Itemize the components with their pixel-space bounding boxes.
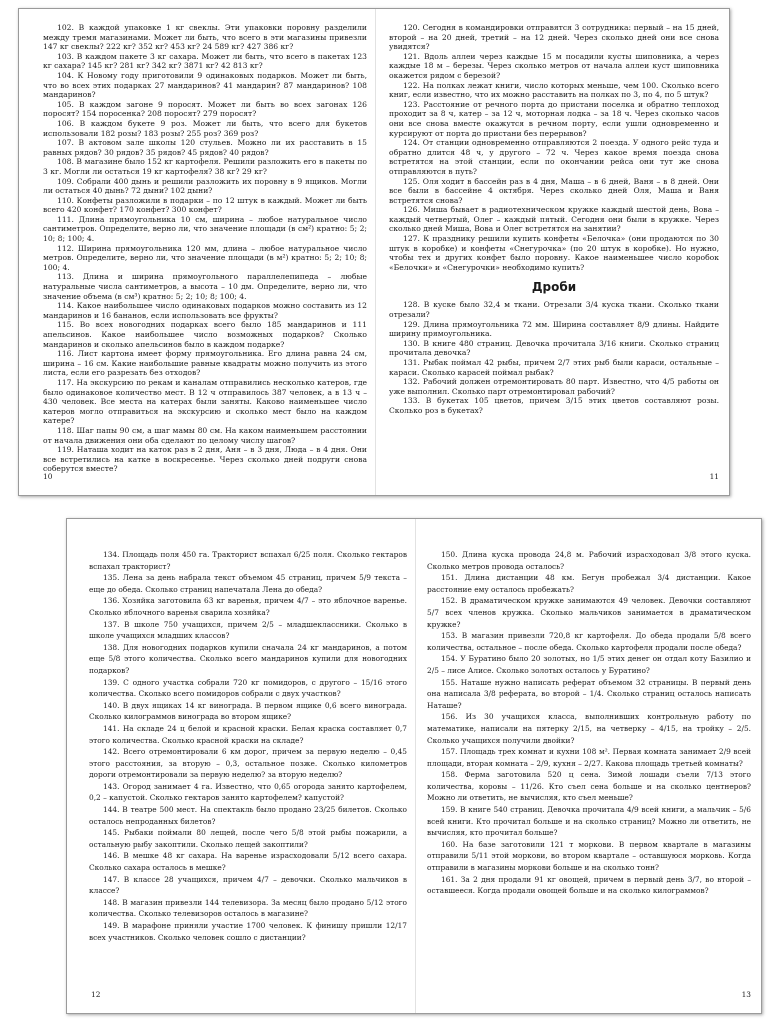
problem-text: 104. К Новому году приготовили 9 одинаковых подарков. Может ли быть, что во всех этих подарках 27 мандаринов? 41 мандарин? 87 мандаринов? 108 мандаринов?	[43, 70, 367, 100]
problem-text: 120. Сегодня в командировки отправятся 3 сотрудника: первый – на 15 дней, второй – на 20 дней, третий – на 12 дней. Через сколько дней они все снова увидятся?	[389, 23, 719, 52]
page-number: 13	[741, 990, 751, 999]
problem-text: 148. В магазин привезли 144 телевизора. За месяц было продано 5/12 этого количества. Сколько телевизоров осталось в магазине?	[89, 897, 407, 919]
problem-text: 139. С одного участка собрали 720 кг помидоров, с другого – 15/16 этого количества. Сколько всего помидоров собрали с двух участков?	[89, 677, 407, 699]
problem-text: 153. В магазин привезли 720,8 кг картофеля. До обеда продали 5/8 всего количества, остальное – после обеда. Сколько картофеля продали после обеда?	[427, 631, 751, 652]
problem-text: 109. Собрали 400 дынь и решили разложить их поровну в 9 ящиков. Могли ли остаться 40 дынь? 72 дыни? 102 дыни?	[43, 176, 367, 196]
problem-text: 128. В куске было 32,4 м ткани. Отрезали 3/4 куска ткани. Сколько ткани отрезали?	[389, 300, 719, 320]
problem-text: 149. В марафоне приняли участие 1700 человек. К финишу пришли 12/17 всех участников. Сколько человек сошло с дистанции?	[89, 921, 407, 942]
problem-text: 121. Вдоль аллеи через каждые 15 м посадили кусты шиповника, а через каждые 18 м – березы. Через сколько метров от начала аллеи куст шиповника окажется рядом с березой?	[389, 51, 719, 80]
problem-text: 146. В мешке 48 кг сахара. На варенье израсходовали 5/12 всего сахара. Сколько сахара осталось в мешке?	[89, 851, 407, 873]
page-number: 12	[91, 990, 101, 999]
problem-list	[427, 549, 751, 897]
problem-text: 132. Рабочий должен отремонтировать 80 парт. Известно, что 4/5 работы он уже выполнил. Сколько парт отремонтировал рабочий?	[389, 377, 719, 396]
problem-text: 116. Лист картона имеет форму прямоугольника. Его длина равна 24 см, ширина – 16 см. Какие наибольшие равные квадраты можно получить из этого листа, если его разрезать без отходов?	[43, 349, 367, 378]
problem-text: 123. Расстояние от речного порта до пристани поселка и обратно теплоход проходит за 8 ч, катер – за 12 ч, моторная лодка – за 18 ч. Через сколько часов они все снова вместе окажутся в речном порту, если ушли одновременно и курсируют от порта до пристани без перерывов?	[389, 99, 719, 138]
problem-text: 131. Рыбак поймал 42 рыбы, причем 2/7 этих рыб были караси, остальные – караси. Сколько карасей поймал рыбак?	[389, 358, 719, 377]
problem-text: 114. Какое наибольшее число одинаковых подарков можно составить из 12 мандаринов и 16 бананов, если использовать все фрукты?	[43, 301, 367, 320]
problem-text: 156. Из 30 учащихся класса, выполнивших контрольную работу по математике, написали на пятерку 2/15, на четверку – 4/15, на тройку – 2/5. Сколько учащихся получили двойки?	[427, 712, 751, 745]
problem-text: 118. Шаг папы 90 см, а шаг мамы 80 см. На каком наименьшем расстоянии от начала движения они оба сделают по целому числу шагов?	[43, 425, 367, 445]
problem-text: 142. Всего отремонтировали 6 км дорог, причем за первую неделю – 0,45 этого расстояния, за вторую – 0,3, остальное позже. Сколько километров дороги отремонтировали за первую неделю? за вторую неделю?	[89, 747, 407, 780]
page-10	[19, 9, 375, 495]
page-12	[67, 519, 415, 1013]
problem-text: 103. В каждом пакете 3 кг сахара. Может ли быть, что всего в пакетах 123 кг сахара? 145 кг? 281 кг? 342 кг? 3871 кг? 42 813 кг?	[43, 51, 367, 71]
problem-text: 154. У Буратино было 20 золотых, но 1/5 этих денег он отдал коту Базилио и 2/5 – лисе Алисе. Сколько золотых осталось у Буратино?	[427, 654, 751, 675]
problem-text: 147. В классе 28 учащихся, причем 4/7 – девочки. Сколько мальчиков в классе?	[89, 874, 407, 896]
problem-text: 126. Миша бывает в радиотехническом кружке каждый шестой день, Вова – каждый четвертый, Олег – каждый пятый. Сегодня они были в кружке. Через сколько дней Миша, Вова и Олег встретятся на занятии?	[389, 205, 719, 234]
page-number: 11	[709, 472, 719, 481]
problem-text: 130. В книге 480 страниц. Девочка прочитала 3/16 книги. Сколько страниц прочитала девочка?	[389, 338, 719, 358]
top-book-spread	[18, 8, 730, 496]
problem-text: 122. На полках лежат книги, число которых меньше, чем 100. Сколько всего книг, если известно, что их можно расставить на полках по 3, по 4, по 5 штук?	[389, 80, 719, 100]
problem-text: 129. Длина прямоугольника 72 мм. Ширина составляет 8/9 длины. Найдите ширину прямоугольника.	[389, 319, 719, 339]
page-number: 10	[43, 472, 53, 481]
bottom-book-spread	[66, 518, 762, 1014]
problem-text: 102. В каждой упаковке 1 кг свеклы. Эти упаковки поровну разделили между тремя магазинами. Может ли быть, что всего в эти магазины привезли 147 кг свеклы? 222 кг? 352 кг? 453 кг? 24 589 кг? 427 386 кг?	[43, 23, 367, 52]
problem-text: 138. Для новогодних подарков купили сначала 24 кг мандаринов, а потом еще 5/8 этого количества. Сколько всего мандаринов купили для новогодних подарков?	[89, 642, 407, 675]
problem-text: 105. В каждом загоне 9 поросят. Может ли быть во всех загонах 126 поросят? 154 поросенка? 208 поросят? 279 поросят?	[43, 99, 367, 119]
problem-text: 159. В книге 540 страниц. Девочка прочитала 4/9 всей книги, а мальчик – 5/6 всей книги. Кто прочитал больше и на сколько страниц? Можно ли ответить, не вычисляя, кто прочитал больше?	[427, 805, 751, 838]
problem-text: 106. В каждом букете 9 роз. Может ли быть, что всего для букетов использовали 182 розы? 183 розы? 255 роз? 369 роз?	[43, 118, 367, 138]
problem-text: 157. Площадь трех комнат и кухни 108 м². Первая комната занимает 2/9 всей площади, вторая комната – 2/9, кухня – 2/27. Какова площадь третьей комнаты?	[427, 747, 751, 768]
problem-text: 127. К празднику решили купить конфеты «Белочка» (они продаются по 30 штук в коробке) и конфеты «Снегурочка» (по 20 штук в коробке). Но нужно, чтобы тех и других конфет было поровну. Какое наименьшее число коробок «Белочки» и «Снегурочки» необходимо купить?	[389, 234, 719, 272]
problem-text: 125. Оля ходит в бассейн раз в 4 дня, Маша – в 6 дней, Ваня – в 8 дней. Они все были в бассейне 4 октября. Через сколько дней Оля, Маша и Ваня встретятся снова?	[389, 176, 719, 205]
problem-text: 143. Огород занимает 4 га. Известно, что 0,65 огорода занято картофелем, 0,2 – капустой. Сколько гектаров занято картофелем? капустой?	[89, 781, 407, 803]
problem-text: 152. В драматическом кружке занимаются 49 человек. Девочки составляют 5/7 всех членов кружка. Сколько мальчиков занимается в драматическом кружке?	[427, 596, 751, 629]
problem-text: 137. В школе 750 учащихся, причем 2/5 – младшеклассники. Сколько в школе учащихся младших классов?	[89, 619, 407, 641]
problem-text: 113. Длина и ширина прямоугольного параллелепипеда – любые натуральные числа сантиметров, а высота – 10 дм. Определите, верно ли, что значение объема (в см³) кратно: 5; 2; 10; 8; 100; 4.	[43, 272, 367, 301]
problem-text: 150. Длина куска провода 24,8 м. Рабочий израсходовал 3/8 этого куска. Сколько метров провода осталось?	[427, 550, 751, 571]
problem-text: 119. Наташа ходит на каток раз в 2 дня, Аня – в 3 дня, Люда – в 4 дня. Они все встретились на катке в воскресенье. Через сколько дней подруги снова соберутся вместе?	[43, 445, 367, 474]
problem-text: 155. Наташе нужно написать реферат объемом 32 страницы. В первый день она написала 3/8 реферата, во второй – 1/4. Сколько страниц осталось написать Наташе?	[427, 677, 751, 710]
problem-text: 124. От станции одновременно отправляются 2 поезда. У одного рейс туда и обратно длится 48 ч, у другого – 72 ч. Через какое время поезда снова встретятся на этой станции, если по окончании рейса они тут же снова отправляются в путь?	[389, 138, 719, 176]
problem-text: 145. Рыбаки поймали 80 лещей, после чего 5/8 этой рыбы пожарили, а остальную рыбу закоптили. Сколько лещей закоптили?	[89, 828, 407, 849]
problem-text: 108. В магазине было 152 кг картофеля. Решили разложить его в пакеты по 3 кг. Могли ли остаться 19 кг картофеля? 38 кг? 29 кг?	[43, 157, 367, 176]
problem-list	[89, 549, 407, 943]
problem-text: 161. За 2 дня продали 91 кг овощей, причем в первый день 3/7, во второй – оставшееся. Когда продали овощей больше и на сколько килограммов?	[427, 874, 751, 896]
problem-text: 135. Лена за день набрала текст объемом 45 страниц, причем 5/9 текста – еще до обеда. Сколько страниц напечатала Лена до обеда?	[89, 573, 407, 594]
problem-list	[389, 23, 719, 272]
problem-text: 160. На базе заготовили 121 т моркови. В первом квартале в магазины отправили 5/11 этой моркови, во втором квартале – оставшуюся морковь. Когда отправили в магазины моркови больше и на сколько тонн?	[427, 839, 751, 873]
problem-text: 141. На складе 24 ц белой и красной краски. Белая краска составляет 0,7 этого количества. Сколько красной краски на складе?	[89, 723, 407, 745]
problem-text: 115. Во всех новогодних подарках всего было 185 мандаринов и 111 апельсинов. Какое наибольшее число возможных подарков? Сколько мандаринов и сколько апельсинов было в каждом подарке?	[43, 320, 367, 349]
problem-text: 144. В театре 500 мест. На спектакль было продано 23/25 билетов. Сколько осталось непроданных билетов?	[89, 805, 407, 826]
problem-list	[43, 23, 367, 474]
problem-text: 107. В актовом зале школы 120 стульев. Можно ли их расставить в 15 равных рядов? 30 рядов? 35 рядов? 45 рядов? 40 рядов?	[43, 138, 367, 157]
problem-text: 151. Длина дистанции 48 км. Бегун пробежал 3/4 дистанции. Какое расстояние ему осталось пробежать?	[427, 573, 751, 594]
problem-text: 158. Ферма заготовила 520 ц сена. Зимой лошади съели 7/13 этого количества, коровы – 11/26. Кто съел сена больше и на сколько центнеров? Можно ли ответить, не вычисляя, кто съел меньше?	[427, 770, 751, 803]
page-13	[415, 519, 762, 1013]
page-11	[375, 9, 730, 495]
problem-list	[389, 300, 719, 415]
problem-text: 134. Площадь поля 450 га. Тракторист вспахал 6/25 поля. Сколько гектаров вспахал тракторист?	[89, 550, 407, 571]
problem-text: 133. В букетах 105 цветов, причем 3/15 этих цветов составляют розы. Сколько роз в букетах?	[389, 396, 719, 415]
problem-text: 110. Конфеты разложили в подарки – по 12 штук в каждый. Может ли быть всего 420 конфет? 170 конфет? 300 конфет?	[43, 195, 367, 215]
problem-text: 112. Ширина прямоугольника 120 мм, длина – любое натуральное число метров. Определите, верно ли, что значение площади (в м²) кратно: 5; 2; 10; 8; 100; 4.	[43, 243, 367, 272]
problem-text: 136. Хозяйка заготовила 63 кг варенья, причем 4/7 – это яблочное варенье. Сколько яблочного варенья сварила хозяйка?	[89, 596, 407, 617]
problem-text: 140. В двух ящиках 14 кг винограда. В первом ящике 0,6 всего винограда. Сколько килограммов винограда во втором ящике?	[89, 700, 407, 722]
section-heading: Дроби	[531, 280, 577, 295]
problem-text: 117. На экскурсию по рекам и каналам отправились несколько катеров, где было одинаковое количество мест. В 12 ч отправилось 387 человек, а в 13 ч – 430 человек. Все места на катерах были заняты. Каково наименьшее число катеров могло отправиться на экскурсию и сколько мест было на каждом катере?	[43, 377, 367, 426]
problem-text: 111. Длина прямоугольника 10 см, ширина – любое натуральное число сантиметров. Определите, верно ли, что значение площади (в см²) кратно: 5; 2; 10; 8; 100; 4.	[43, 214, 367, 244]
